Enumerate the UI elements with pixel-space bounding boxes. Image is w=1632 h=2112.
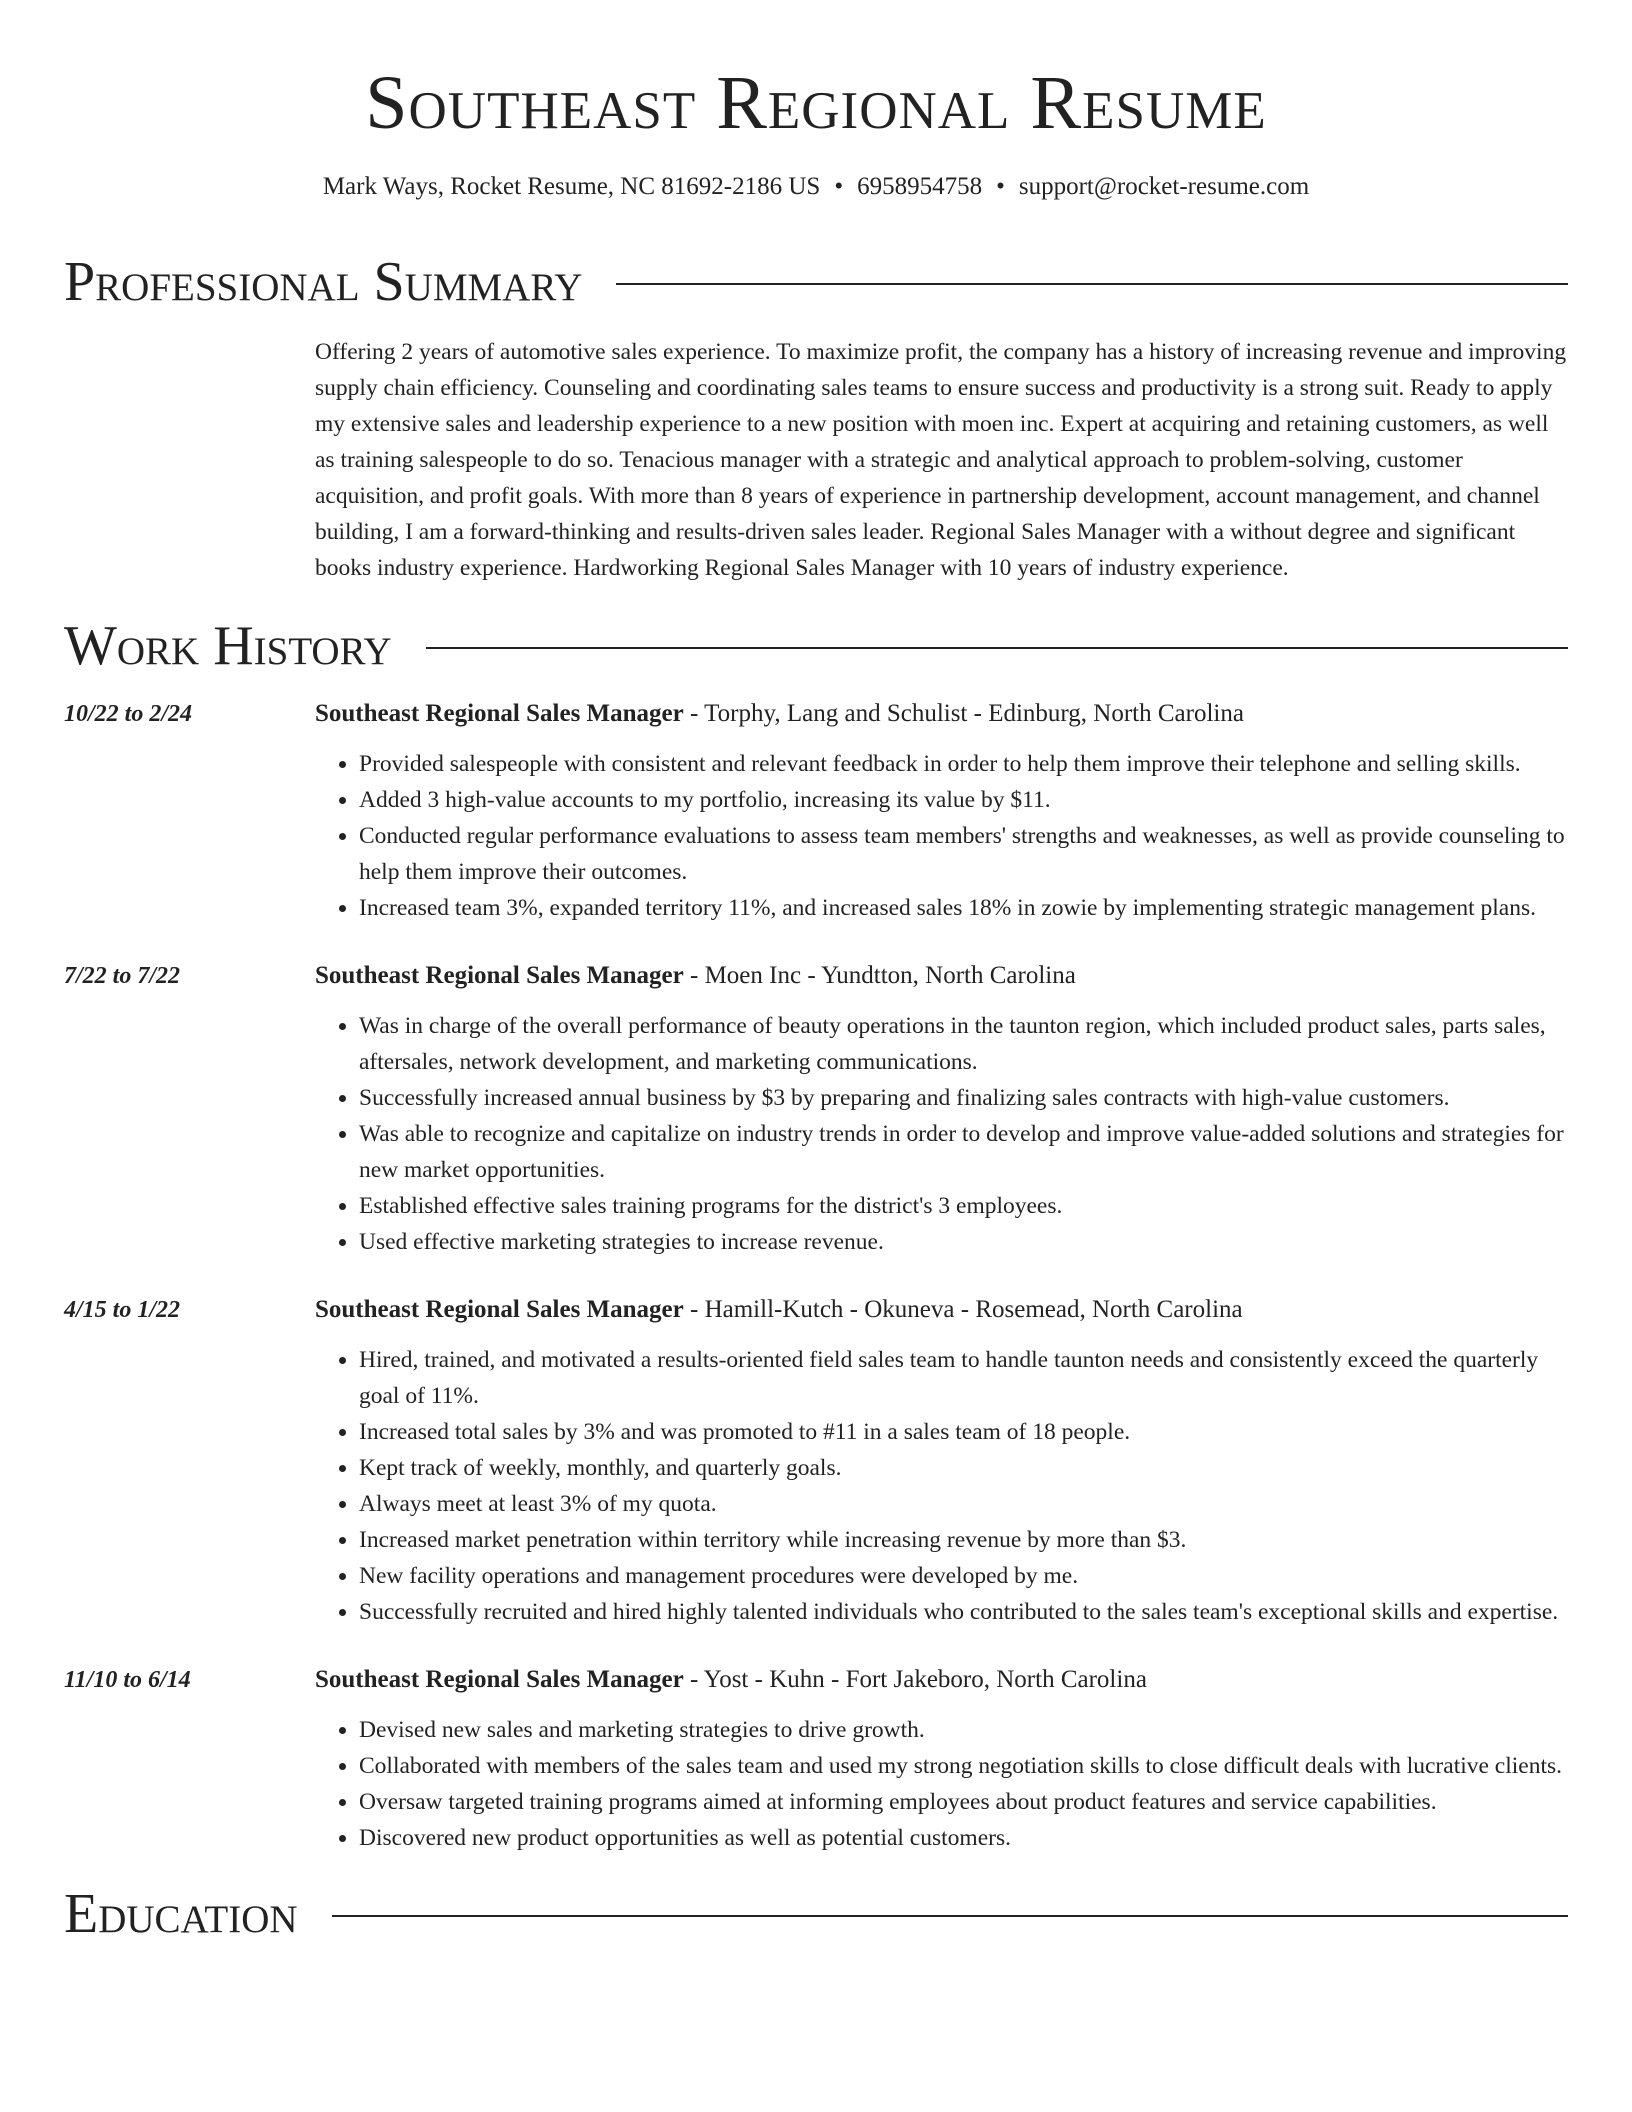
job-role: Southeast Regional Sales Manager — [315, 962, 684, 989]
work-history-list — [64, 696, 1568, 1856]
job-bullet: • Oversaw targeted training programs aimed at informing employees about product features and service capabilities. — [359, 1784, 1568, 1820]
section-title-work-history: Work History — [64, 615, 392, 677]
job-dates: 11/10 to 6/14 — [64, 1667, 191, 1693]
job-bullet: • Hired, trained, and motivated a results-oriented field sales team to handle taunton needs and consistently exceed the quarterly goal of 11%. — [359, 1342, 1568, 1414]
contact-line — [64, 170, 1568, 204]
job-dates: 4/15 to 1/22 — [64, 1297, 181, 1323]
contact-phone: 6958954758 — [857, 173, 983, 200]
resume-title: Southeast Regional Resume — [365, 61, 1267, 145]
job-role: Southeast Regional Sales Manager — [315, 1666, 684, 1693]
contact-separator: • — [834, 173, 844, 200]
summary-text: Offering 2 years of automotive sales experience. To maximize profit, the company has a history of increasing revenue and improving supply chain efficiency. Counseling and coordinating sales teams to ensure success and productivity is a strong suit. Ready to apply my extensive sales and leadership experience to a new position with moen inc. Expert at acquiring and retaining customers, as well as training salespeople to do so. Tenacious manager with a strategic and analytical approach to problem-solving, customer acquisition, and profit goals. With more than 8 years of experience in partnership development, account management, and channel building, I am a forward-thinking and results-driven sales leader. Regional Sales Manager with a without degree and significant books industry experience. Hardworking Regional Sales Manager with 10 years of industry experience. — [315, 339, 1567, 581]
section-header-work-history — [64, 614, 1568, 678]
job-bullet: • Provided salespeople with consistent and relevant feedback in order to help them improve their telephone and selling skills. — [359, 746, 1568, 782]
job-bullet: • Increased team 3%, expanded territory 11%, and increased sales 18% in zowie by implementing strategic management plans. — [359, 890, 1568, 926]
job-role: Southeast Regional Sales Manager — [315, 700, 684, 727]
job-bullet: • New facility operations and management procedures were developed by me. — [359, 1558, 1568, 1594]
job-body — [315, 1292, 1568, 1630]
job-bullet: • Kept track of weekly, monthly, and quarterly goals. — [359, 1450, 1568, 1486]
job-bullet: • Increased market penetration within territory while increasing revenue by more than $3. — [359, 1522, 1568, 1558]
job-bullet-list — [315, 1342, 1568, 1630]
job-dates: 7/22 to 7/22 — [64, 963, 181, 989]
job-bullet: • Successfully recruited and hired highly talented individuals who contributed to the sales team's exceptional skills and expertise. — [359, 1594, 1568, 1630]
job-body — [315, 958, 1568, 1260]
job-bullet: • Established effective sales training programs for the district's 3 employees. — [359, 1188, 1568, 1224]
section-title-summary: Professional Summary — [64, 251, 583, 313]
job-entry — [64, 1292, 1568, 1630]
section-divider — [426, 647, 1568, 649]
job-bullet: • Devised new sales and marketing strategies to drive growth. — [359, 1712, 1568, 1748]
job-body — [315, 1662, 1568, 1856]
section-header-education — [64, 1882, 1568, 1946]
resume-page — [64, 0, 1568, 1946]
job-employer-location: - Yost - Kuhn - Fort Jakeboro, North Carolina — [683, 1666, 1147, 1693]
section-divider — [616, 283, 1568, 285]
job-bullet: • Conducted regular performance evaluations to assess team members' strengths and weaknesses, as well as provide counseling to help them improve their outcomes. — [359, 818, 1568, 890]
job-entry — [64, 696, 1568, 926]
contact-address: Mark Ways, Rocket Resume, NC 81692-2186 US — [322, 173, 821, 200]
section-header-summary — [64, 250, 1568, 314]
job-bullet: • Was able to recognize and capitalize on industry trends in order to develop and improve value-added solutions and strategies for new market opportunities. — [359, 1116, 1568, 1188]
job-body — [315, 696, 1568, 926]
job-employer-location: - Torphy, Lang and Schulist - Edinburg, North Carolina — [683, 700, 1244, 727]
job-bullet: • Collaborated with members of the sales team and used my strong negotiation skills to close difficult deals with lucrative clients. — [359, 1748, 1568, 1784]
job-bullet: • Always meet at least 3% of my quota. — [359, 1486, 1568, 1522]
job-bullet-list — [315, 1712, 1568, 1856]
contact-separator: • — [996, 173, 1005, 200]
job-entry — [64, 958, 1568, 1260]
job-employer-location: - Moen Inc - Yundtton, North Carolina — [683, 962, 1076, 989]
job-bullet-list — [315, 1008, 1568, 1260]
job-entry — [64, 1662, 1568, 1856]
job-bullet: • Used effective marketing strategies to increase revenue. — [359, 1224, 1568, 1260]
section-title-education: Education — [64, 1883, 298, 1945]
job-bullet: • Added 3 high-value accounts to my portfolio, increasing its value by $11. — [359, 782, 1568, 818]
job-heading — [315, 958, 1568, 994]
job-bullet: • Increased total sales by 3% and was promoted to #11 in a sales team of 18 people. — [359, 1414, 1568, 1450]
job-bullet: • Discovered new product opportunities as well as potential customers. — [359, 1820, 1568, 1856]
job-bullet: • Successfully increased annual business by $3 by preparing and finalizing sales contracts with high-value customers. — [359, 1080, 1568, 1116]
job-employer-location: - Hamill-Kutch - Okuneva - Rosemead, North Carolina — [683, 1296, 1243, 1323]
job-heading — [315, 696, 1568, 732]
contact-email: support@rocket-resume.com — [1018, 173, 1310, 200]
job-bullet-list — [315, 746, 1568, 926]
job-role: Southeast Regional Sales Manager — [315, 1296, 684, 1323]
section-divider — [332, 1915, 1568, 1917]
job-heading — [315, 1292, 1568, 1328]
job-dates: 10/22 to 2/24 — [64, 701, 193, 727]
job-bullet: • Was in charge of the overall performance of beauty operations in the taunton region, which included product sales, parts sales, aftersales, network development, and marketing communications. — [359, 1008, 1568, 1080]
job-heading — [315, 1662, 1568, 1698]
